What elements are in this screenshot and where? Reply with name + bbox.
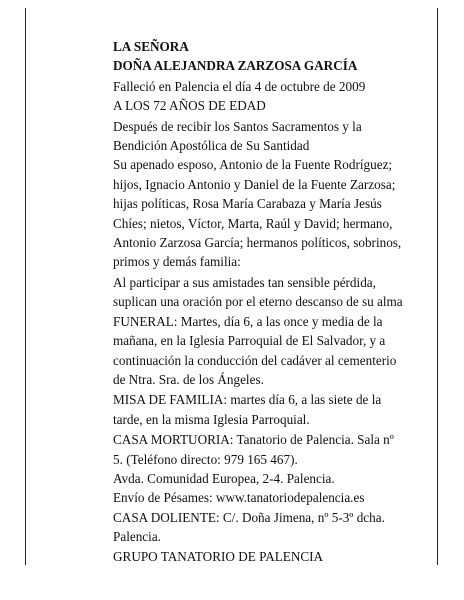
family-mass-line: MISA DE FAMILIA: martes día 6, a las siete de la	[113, 392, 382, 408]
family-line: Antonio Zarzosa García; hermanos políticos, sobrinos,	[113, 235, 402, 251]
prayer-request-line: Al participar a sus amistades tan sensible pérdida,	[113, 274, 376, 290]
obituary-notice	[113, 37, 418, 566]
funeral-line: de Ntra. Sra. de los Ángeles.	[113, 371, 264, 387]
sacraments-line: Después de recibir los Santos Sacramentos y la	[113, 118, 362, 134]
family-mass-line: tarde, en la misma Iglesia Parroquial.	[113, 411, 310, 427]
family-line: Su apenado esposo, Antonio de la Fuente Rodríguez;	[113, 157, 393, 173]
death-date-line: Falleció en Palencia el día 4 de octubre de 2009	[113, 78, 366, 94]
notice-heading: LA SEÑORA	[113, 39, 189, 54]
funeral-home-line: CASA MORTUORIA: Tanatorio de Palencia. Sala nº	[113, 432, 394, 448]
family-home-line: CASA DOLIENTE: C/. Doña Jimena, nº 5-3º dcha.	[113, 509, 385, 525]
sacraments-line: Bendición Apostólica de Su Santidad	[113, 138, 310, 154]
deceased-name: DOÑA ALEJANDRA ZARZOSA GARCÍA	[113, 58, 358, 74]
family-home-line: Palencia.	[113, 529, 161, 545]
family-line: primos y demás familia:	[113, 254, 241, 270]
family-line: Chíes; nietos, Víctor, Marta, Raúl y David; hermano,	[113, 215, 393, 231]
prayer-request-line: suplican una oración por el eterno descanso de su alma	[113, 294, 403, 310]
family-line: hijas políticas, Rosa María Carabaza y María Jesús	[113, 196, 382, 212]
age-line: A LOS 72 AÑOS DE EDAD	[113, 98, 266, 114]
funeral-home-line: 5. (Teléfono directo: 979 165 467).	[113, 451, 298, 467]
condolences-line: Envío de Pésames: www.tanatoriodepalencia.es	[113, 490, 365, 506]
funeral-line: continuación la conducción del cadáver al cementerio	[113, 352, 397, 368]
address-line: Avda. Comunidad Europea, 2-4. Palencia.	[113, 470, 335, 486]
family-line: hijos, Ignacio Antonio y Daniel de la Fuente Zarzosa;	[113, 176, 396, 192]
organization-line: GRUPO TANATORIO DE PALENCIA	[113, 548, 324, 564]
funeral-line: FUNERAL: Martes, día 6, a las once y media de la	[113, 313, 383, 329]
funeral-line: mañana, en la Iglesia Parroquial de El Salvador, y a	[113, 333, 386, 349]
